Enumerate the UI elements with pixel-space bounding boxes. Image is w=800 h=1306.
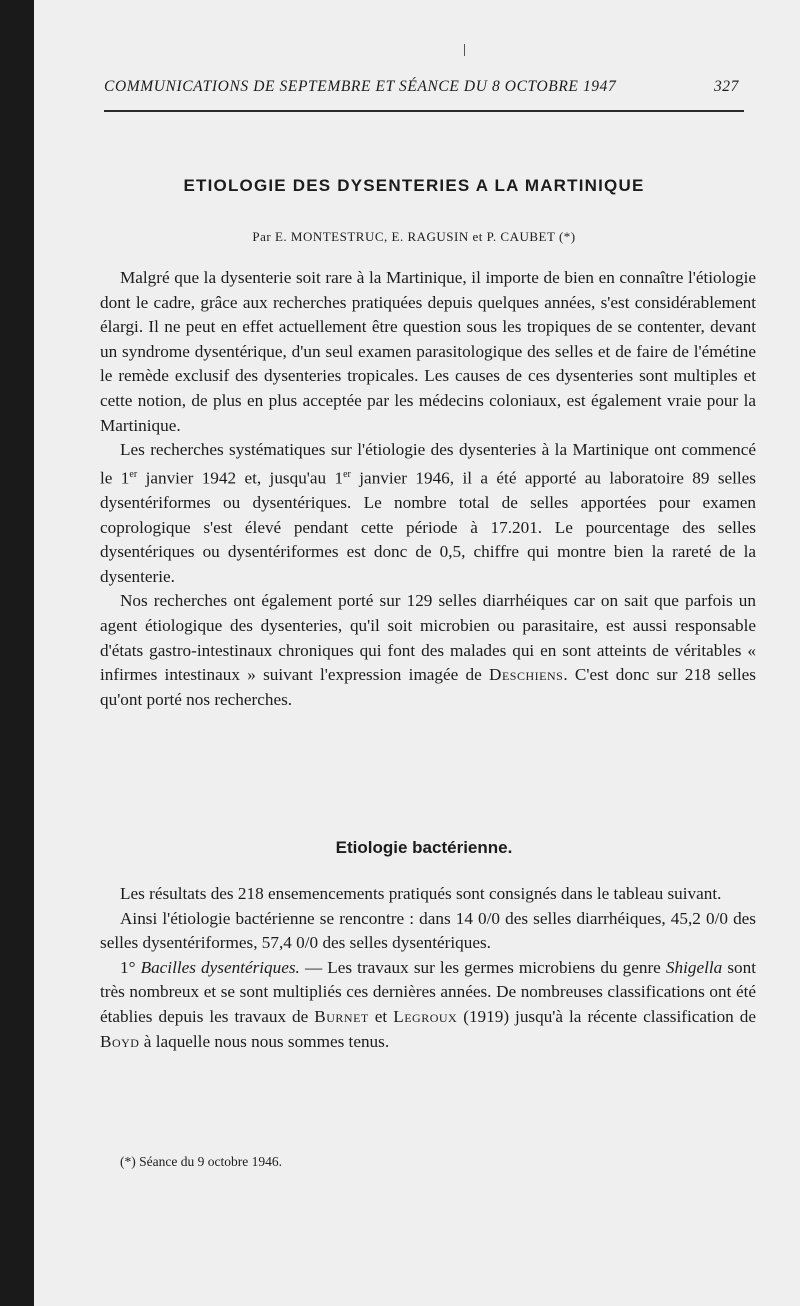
author-name: Burnet	[314, 1006, 369, 1026]
author-name: Boyd	[100, 1031, 140, 1051]
section-paragraph-1: Les résultats des 218 ensemencements pratiqués sont consignés dans le tableau suivant.	[120, 884, 722, 903]
section-paragraph-3-part: (1919) jusqu'à la récente classification de	[457, 1006, 756, 1026]
author-name: Legroux	[393, 1006, 458, 1026]
paragraph-2-part: Les recherches systématiques sur l'étiologie des dysenteries à la Martinique ont commencé le 1	[100, 440, 756, 488]
header-rule	[104, 110, 744, 112]
subsection-title: Bacilles dysentériques.	[140, 957, 300, 977]
intro-body	[100, 266, 756, 712]
section-paragraph-3-part: et	[368, 1006, 394, 1026]
paragraph-2-part: janvier 1942 et, jusqu'au 1	[137, 468, 344, 488]
paragraph-3-part: . C'est donc sur 218 selles qu'ont porté nos recherches.	[100, 665, 756, 709]
section-paragraph-3-part: à laquelle nous nous sommes tenus.	[139, 1031, 390, 1051]
page-number: 327	[713, 78, 739, 95]
section-body	[100, 882, 756, 1054]
section-paragraph-2: Ainsi l'étiologie bactérienne se rencontre : dans 14 0/0 des selles diarrhéiques, 45,2 0/0 des selles dysentériformes, 57,4 0/0 des selles dysentériques.	[100, 908, 756, 953]
list-number: 1°	[120, 957, 141, 977]
author-name: Deschiens	[489, 665, 564, 685]
section-paragraph-3-part: sont très nombreux et se sont multipliés ces dernières années. De nombreuses classifications ont été établies depuis les travaux de	[100, 957, 757, 1026]
section-heading: Etiologie bactérienne.	[335, 838, 513, 857]
paragraph-2-part: janvier 1946, il a été apporté au laboratoire 89 selles dysentériformes ou dysentériques. Le nombre total de selles apportées pour examen coprologique s'est élevé pendant cette période à 17.201. Le pourcentage des selles dysentériques ou dysentériformes est donc de 0,5, chiffre qui montre bien la rareté de la dysenterie.	[100, 468, 757, 586]
paragraph-3-part: Nos recherches ont également porté sur 129 selles diarrhéiques car on sait que parfois un agent étiologique des dysenteries, qu'il soit microbien ou parasitaire, est aussi responsable d'états gastro-intestinaux chroniques qui font des malades qui en sont atteints de véritables « infirmes intestinaux » suivant l'expression imagée de	[100, 591, 756, 685]
superscript: er	[129, 468, 138, 480]
article-title: ETIOLOGIE DES DYSENTERIES A LA MARTINIQUE	[183, 176, 645, 195]
running-title: COMMUNICATIONS DE SEPTEMBRE ET SÉANCE DU 8 OCTOBRE 1947	[104, 78, 617, 95]
paragraph-3	[100, 589, 756, 712]
paragraph-2	[100, 438, 756, 589]
article-byline: Par E. MONTESTRUC, E. RAGUSIN et P. CAUBET (*)	[252, 229, 576, 244]
page	[34, 0, 800, 1306]
superscript: er	[343, 468, 351, 480]
paragraph-1: Malgré que la dysenterie soit rare à la Martinique, il importe de bien en connaître l'étiologie dont le cadre, grâce aux recherches pratiquées depuis quelques années, s'est considérablement élargi. Il ne peut en effet actuellement être question sous les tropiques de se contenter, devant un syndrome dysentérique, d'un seul examen parasitologique des selles et de faire de l'émétine le remède exclusif des dysenteries tropicales. Les causes de ces dysenteries sont multiples et cette notion, de plus en plus acceptée par les médecins coloniaux, est également vraie pour la Martinique.	[100, 268, 756, 435]
genus-name: Shigella	[665, 957, 723, 977]
section-paragraph-3-part: — Les travaux sur les germes microbiens du genre	[299, 957, 666, 977]
footnote: (*) Séance du 9 octobre 1946.	[120, 1154, 282, 1169]
running-header	[104, 78, 739, 96]
section-paragraph-3	[100, 956, 756, 1054]
margin-mark	[464, 44, 465, 56]
